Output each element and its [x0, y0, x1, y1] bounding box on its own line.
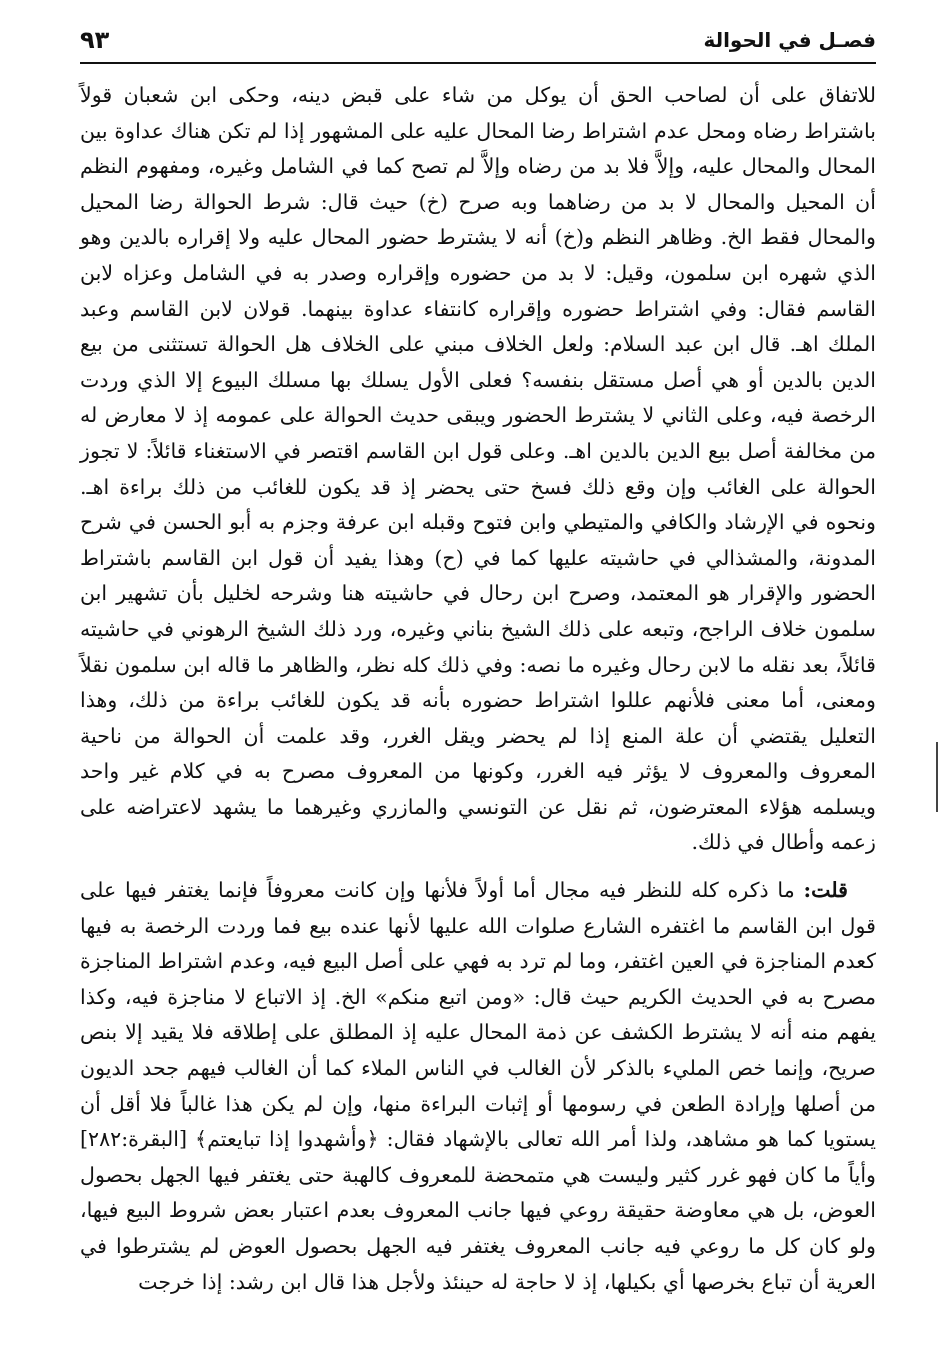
paragraph-2-text: ما ذكره كله للنظر فيه مجال أما أولاً فلأنها وإن كانت معروفاً فإنما يغتفر فيها على قول ابن القاسم ما اغتفره الشارع صلوات الله عليها لأنها عنده بيع فما وردت الرخصة به فيها كعدم المناجزة في العين اغتفر، وما لم ترد به فهي على أصل البيع فيه، وعدم اشتراط المناجزة مصرح به في الحديث الكريم حيث قال: «ومن اتبع منكم» الخ. إذ الاتباع لا مناجزة فيه، وكذا يفهم منه أنه لا يشترط الكشف عن ذمة المحال عليه إذ المطلق على إطلاقه فلا يقيد إلا بنص صريح، وإنما خص المليء بالذكر لأن الغالب في الناس الملاء كما أن الغالب فيهم جحد الديون من أصلها وإرادة الطعن في رسومها أو إثبات البراءة منها، وإن لم يكن هذا غالباً فلا أقل أن يستويا كما هو مشاهد، ولذا أمر الله تعالى بالإشهاد فقال: ﴿وأشهدوا إذا تبايعتم﴾ [البقرة:٢٨٢] وأياً ما كان فهو غرر كثير وليست هي متمحضة للمعروف كالهبة حتى يغتفر فيها الجهل بحصول العوض، بل هي معاوضة حقيقة روعي فيها جانب المعروف بعدم اعتبار بعض شروط البيع فيها، ولو كان كل ما روعي فيه جانب المعروف يغتفر فيه الجهل بحصول العوض لم يشترطوا في العرية أن تباع بخرصها أي بكيلها، إذ لا حاجة له حينئذ ولأجل هذا قال ابن رشد: إذا خرجت	[80, 878, 876, 1294]
page-header	[80, 22, 876, 64]
page-number: ٩٣	[80, 26, 110, 54]
body-text	[80, 78, 876, 1300]
paragraph-2	[80, 873, 876, 1300]
qultu-label: قلت:	[803, 878, 848, 903]
margin-mark	[936, 742, 938, 812]
paragraph-1: للاتفاق على أن لصاحب الحق أن يوكل من شاء على قبض دينه، وحكى ابن شعبان قولاً باشتراط رضاه ومحل عدم اشتراط رضا المحال عليه على المشهور إذا لم تكن هناك عداوة بين المحال والمحال عليه، وإلاَّ فلا بد من رضاه وإلاَّ لم تصح كما في الشامل وغيره، ومفهوم النظم أن المحيل والمحال لا بد من رضاهما وبه صرح (خ) حيث قال: شرط الحوالة رضا المحيل والمحال فقط الخ. وظاهر النظم و(خ) أنه لا يشترط حضور المحال عليه ولا إقراره بالدين وهو الذي شهره ابن سلمون، وقيل: لا بد من حضوره وإقراره وصدر به في الشامل وعزاه لابن القاسم فقال: وفي اشتراط حضوره وإقراره كانتفاء عداوة بينهما. قولان لابن القاسم وعبد الملك اهـ. قال ابن عبد السلام: ولعل الخلاف مبني على الخلاف هل الحوالة تستثنى من بيع الدين بالدين أو هي أصل مستقل بنفسه؟ فعلى الأول يسلك بها مسلك البيوع إلا الذي وردت الرخصة فيه، وعلى الثاني لا يشترط الحضور ويبقى حديث الحوالة على عمومه إذ لا معارض له من مخالفة أصل بيع الدين بالدين اهـ. وعلى قول ابن القاسم اقتصر في الاستغناء قائلاً: لا تجوز الحوالة على الغائب وإن وقع ذلك فسخ حتى يحضر إذ قد يكون للغائب من ذلك براءة اهـ. ونحوه في الإرشاد والكافي والمتيطي وابن فتوح وقبله ابن عرفة وجزم به أبو الحسن في شرح المدونة، والمشذالي في حاشيته عليها كما في (ح) وهذا يفيد أن قول ابن القاسم باشتراط الحضور والإقرار هو المعتمد، وصرح ابن رحال في حاشيته هنا وشرحه لخليل بأن تشهير ابن سلمون خلاف الراجح، وتبعه على ذلك الشيخ بناني وغيره، ورد ذلك الشيخ الرهوني في حاشيته قائلاً، بعد نقله ما لابن رحال وغيره ما نصه: وفي ذلك كله نظر، والظاهر ما قاله ابن سلمون نقلاً ومعنى، أما معنى فلأنهم عللوا اشتراط حضوره بأنه قد يكون للغائب براءة من ذلك، وهذا التعليل يقتضي أن علة المنع إذا لم يحضر ويقل الغرر، وقد علمت أن الحوالة من ناحية المعروف والمعروف لا يؤثر فيه الغرر، وكونها من المعروف مصرح به في كلام غير واحد ويسلمه هؤلاء المعترضون، ثم نقل عن التونسي والمازري وغيرهما ما يشهد لاعتراضه على زعمه وأطال في ذلك.	[80, 83, 876, 855]
running-title: فصـل في الحوالة	[703, 28, 876, 52]
